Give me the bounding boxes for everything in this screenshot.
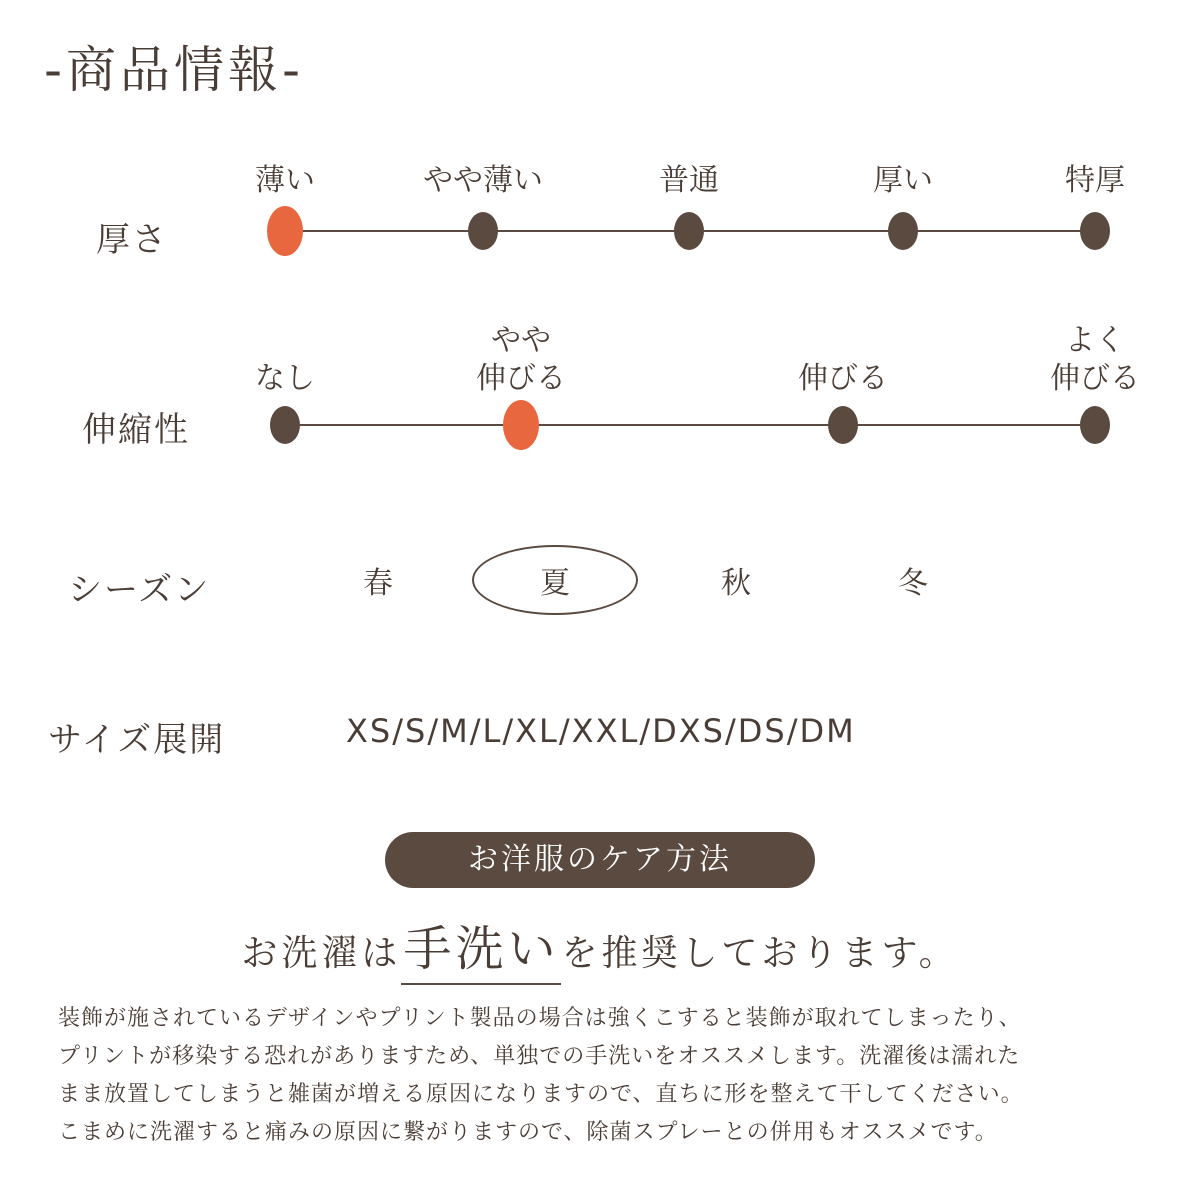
care-note-line: まま放置してしまうと雑菌が増える原因になりますので、直ちに形を整えて干してください。 xyxy=(58,1082,1024,1107)
stretch-option-dot xyxy=(1080,406,1110,444)
sizes-value: XS/S/M/L/XL/XXL/DXS/DS/DM xyxy=(346,712,856,750)
thickness-option-label: 特厚 xyxy=(1065,163,1125,198)
thickness-option-label: 普通 xyxy=(659,163,719,198)
care-note-line: こまめに洗濯すると痛みの原因に繋がりますので、除菌スプレーとの併用もオススメです。 xyxy=(58,1120,998,1145)
stretch-option-label: なし xyxy=(255,361,315,396)
thickness-option-label: 厚い xyxy=(873,163,933,198)
stretch-option-dot xyxy=(503,400,539,450)
stretch-option-label: 伸びる xyxy=(798,361,888,396)
wash-prefix: お洗濯は xyxy=(241,933,402,974)
thickness-option-dot xyxy=(1080,212,1110,250)
sizes-label: サイズ展開 xyxy=(48,720,226,760)
season-label: シーズン xyxy=(68,570,211,610)
care-notes xyxy=(58,1000,1168,1152)
stretch-option-label: よく 伸びる xyxy=(1050,323,1140,396)
wash-suffix: を推奨しております。 xyxy=(561,933,959,974)
thickness-option-dot xyxy=(468,212,498,250)
stretch-option-dot xyxy=(270,406,300,444)
thickness-option-label: 薄い xyxy=(255,163,315,198)
season-option: 夏 xyxy=(540,566,570,601)
stretch-label: 伸縮性 xyxy=(82,410,190,450)
stretch-option-dot xyxy=(828,406,858,444)
season-option: 冬 xyxy=(898,566,928,601)
season-option: 春 xyxy=(363,566,393,601)
season-option: 秋 xyxy=(721,566,751,601)
wash-highlight: 手洗い xyxy=(401,910,561,985)
thickness-option-dot xyxy=(267,206,303,256)
page-title: -商品情報- xyxy=(44,41,305,99)
care-note-line: 装飾が施されているデザインやプリント製品の場合は強くこすると装飾が取れてしまったり、 xyxy=(58,1006,1022,1031)
wash-recommendation xyxy=(0,910,1200,985)
thickness-option-dot xyxy=(888,212,918,250)
thickness-option-label: やや薄い xyxy=(423,163,543,198)
care-badge: お洋服のケア方法 xyxy=(385,832,815,888)
stretch-scale-line xyxy=(285,424,1095,426)
stretch-option-label: やや 伸びる xyxy=(476,323,566,396)
thickness-label: 厚さ xyxy=(96,220,168,260)
care-note-line: プリントが移染する恐れがありますため、単独での手洗いをオススメします。洗濯後は濡れた xyxy=(58,1044,1021,1069)
thickness-option-dot xyxy=(674,212,704,250)
